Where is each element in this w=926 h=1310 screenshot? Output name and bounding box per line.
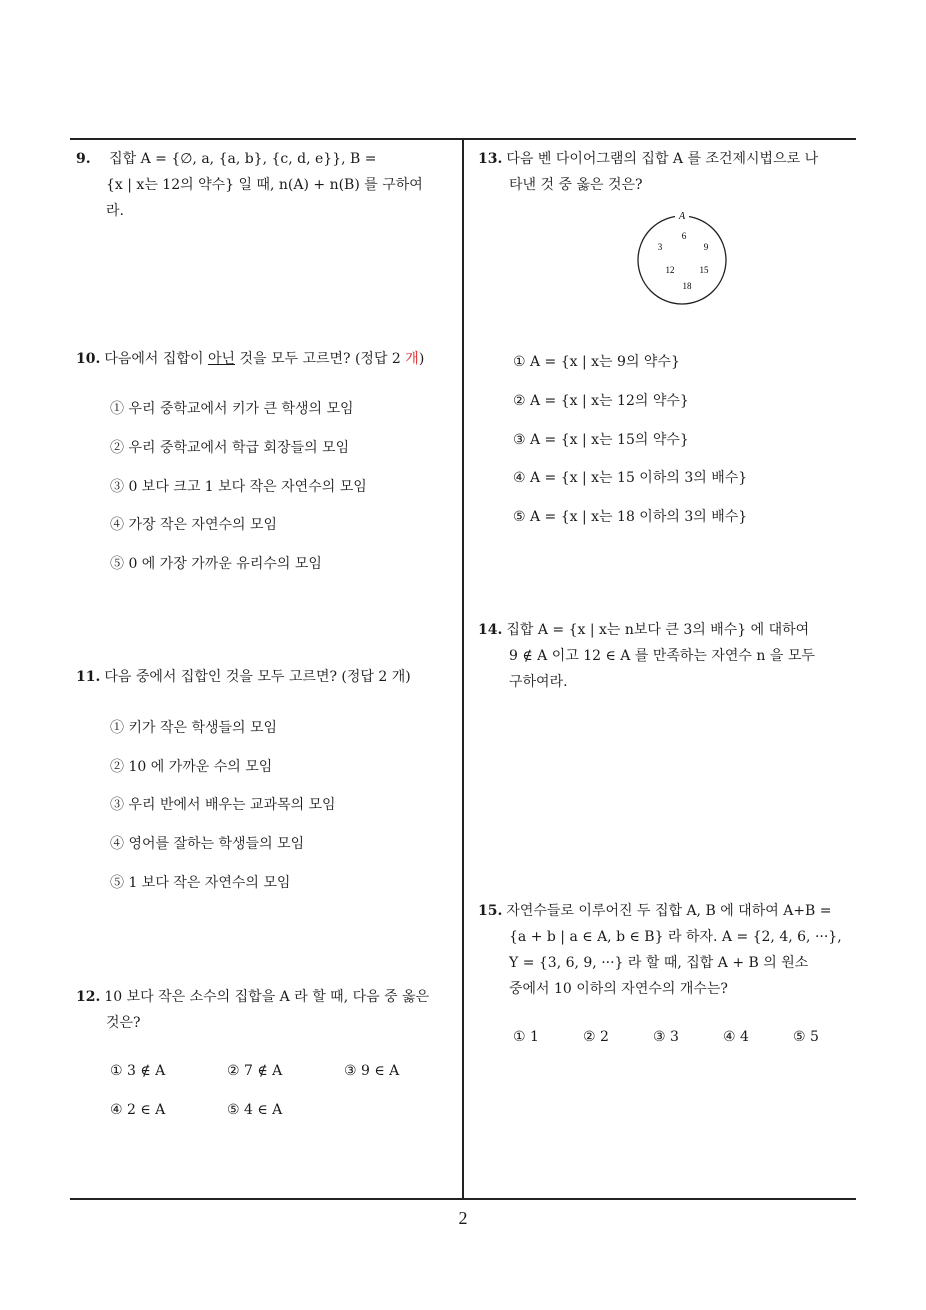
question-number: 15. [478, 903, 503, 919]
answer-option: ② 7 ∉ A [227, 1063, 283, 1079]
question-text: ) [418, 351, 425, 367]
question-12 [76, 984, 456, 1036]
answer-option: ④ 4 [723, 1029, 749, 1045]
question-text: 타낸 것 중 옳은 것은? [509, 177, 643, 193]
answer-option: ⑤ 1 보다 작은 자연수의 모임 [110, 875, 291, 891]
question-text: 집합 A = {x | x는 n보다 큰 3의 배수} 에 대하여 [506, 622, 810, 638]
question-text: Y = {3, 6, 9, ···} 라 할 때, 집합 A + B 의 원소 [509, 955, 809, 971]
question-text: 집합 A = {∅, a, {a, b}, {c, d, e}}, B = [109, 151, 377, 167]
answer-option: ③ 0 보다 크고 1 보다 작은 자연수의 모임 [110, 479, 367, 495]
answer-option: ① 우리 중학교에서 키가 큰 학생의 모임 [110, 401, 354, 417]
answer-option: ① 키가 작은 학생들의 모임 [110, 720, 278, 736]
answer-option: ⑤ 4 ∈ A [227, 1102, 283, 1118]
column-divider [462, 139, 464, 1199]
venn-element: 6 [681, 231, 687, 241]
question-10 [76, 346, 456, 372]
venn-element: 12 [665, 265, 675, 275]
question-text: 것은? [106, 1015, 141, 1031]
answer-option: ① A = {x | x는 9의 약수} [513, 354, 680, 370]
answer-option: ⑤ 0 에 가장 가까운 유리수의 모임 [110, 556, 322, 572]
venn-element: 3 [657, 242, 663, 252]
question-text: 구하여라. [509, 674, 568, 690]
answer-option: ③ 9 ∈ A [344, 1063, 400, 1079]
question-number: 12. [76, 989, 101, 1005]
question-9 [76, 146, 456, 224]
answer-option: ④ 가장 작은 자연수의 모임 [110, 517, 278, 533]
answer-option: ③ 3 [653, 1029, 679, 1045]
answer-option: ④ 영어를 잘하는 학생들의 모임 [110, 836, 305, 852]
question-text: 라. [106, 203, 124, 219]
answer-option: ② 우리 중학교에서 학급 회장들의 모임 [110, 440, 350, 456]
question-text: 다음 중에서 집합인 것을 모두 고르면? (정답 2 개) [104, 669, 411, 685]
answer-option: ⑤ 5 [793, 1029, 819, 1045]
question-number: 13. [478, 151, 503, 167]
answer-option: ① 3 ∉ A [110, 1063, 166, 1079]
question-text: 9 ∉ A 이고 12 ∈ A 를 만족하는 자연수 n 을 모두 [509, 648, 815, 664]
question-text-underlined: 아닌 [207, 351, 235, 367]
question-13 [478, 146, 858, 198]
answer-option: ③ A = {x | x는 15의 약수} [513, 432, 689, 448]
question-number: 14. [478, 622, 503, 638]
question-15 [478, 898, 858, 1002]
answer-option: ② 2 [583, 1029, 609, 1045]
venn-diagram [630, 208, 730, 308]
answer-option: ① 1 [513, 1029, 539, 1045]
venn-element: 9 [703, 242, 709, 252]
answer-option: ④ A = {x | x는 15 이하의 3의 배수} [513, 470, 748, 486]
answer-option: ③ 우리 반에서 배우는 교과목의 모임 [110, 797, 336, 813]
question-text: 10 보다 작은 소수의 집합을 A 라 할 때, 다음 중 옳은 [104, 989, 430, 1005]
question-text: {a + b | a ∈ A, b ∈ B} 라 하자. A = {2, 4, 6, ···}, [509, 929, 842, 945]
question-text: 중에서 10 이하의 자연수의 개수는? [509, 981, 728, 997]
venn-set-label: A [678, 211, 686, 222]
question-number: 11. [76, 669, 101, 685]
question-number: 9. [76, 151, 91, 167]
question-text: 다음 벤 다이어그램의 집합 A 를 조건제시법으로 나 [506, 151, 819, 167]
question-14 [478, 617, 858, 695]
question-text: 자연수들로 이루어진 두 집합 A, B 에 대하여 A+B = [506, 903, 832, 919]
page-number: 2 [458, 1208, 468, 1228]
answer-option: ⑤ A = {x | x는 18 이하의 3의 배수} [513, 509, 748, 525]
question-text: {x | x는 12의 약수} 일 때, n(A) + n(B) 를 구하여 [106, 177, 423, 193]
venn-element: 15 [699, 265, 709, 275]
question-text-highlight: 개 [405, 351, 419, 367]
question-text: 것을 모두 고르면? (정답 2 [235, 351, 406, 367]
venn-element: 18 [682, 281, 692, 291]
answer-option: ② 10 에 가까운 수의 모임 [110, 759, 273, 775]
question-11 [76, 664, 456, 690]
question-number: 10. [76, 351, 101, 367]
answer-option: ② A = {x | x는 12의 약수} [513, 393, 689, 409]
answer-option: ④ 2 ∈ A [110, 1102, 166, 1118]
question-text: 다음에서 집합이 [104, 351, 208, 367]
